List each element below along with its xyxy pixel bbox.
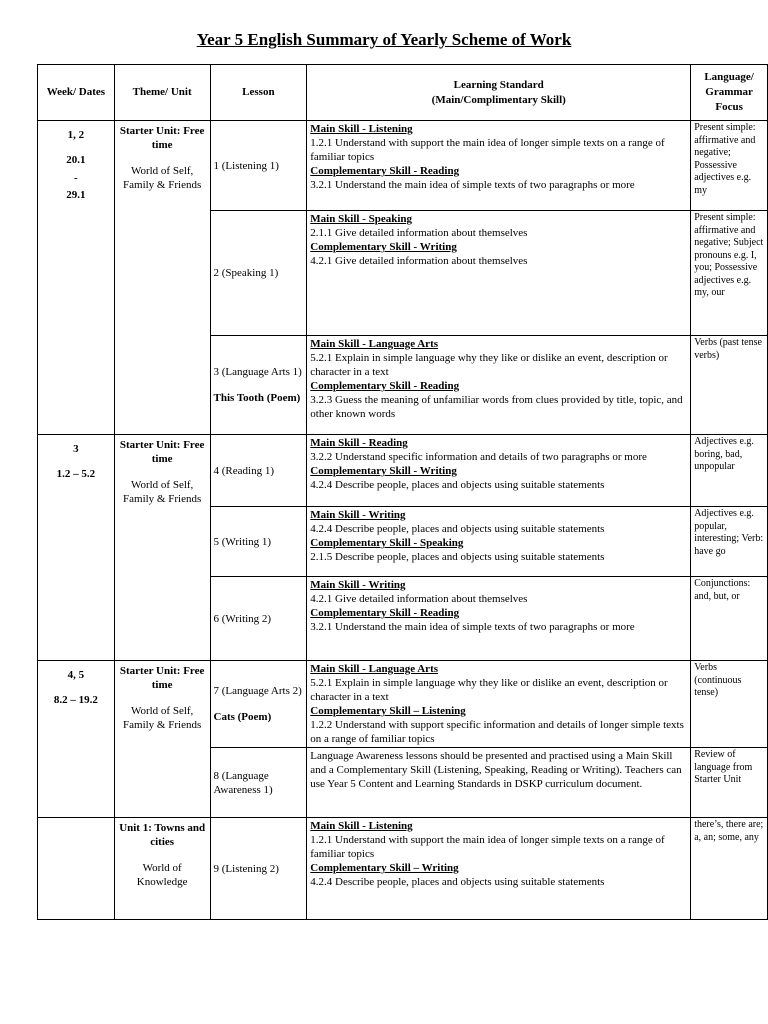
complementary-skill-text: 3.2.3 Guess the meaning of unfamiliar words from clues provided by title, topic, and other known words bbox=[310, 394, 683, 420]
main-skill-label: Main Skill - Reading bbox=[310, 437, 408, 449]
language-focus-cell: Review of language from Starter Unit bbox=[691, 748, 768, 818]
main-skill-label: Main Skill - Listening bbox=[310, 820, 413, 832]
header-standard-line2: (Main/Complimentary Skill) bbox=[431, 93, 566, 106]
language-focus-cell: there’s, there are; a, an; some, any bbox=[691, 818, 768, 920]
lesson-label: 9 (Listening 2) bbox=[213, 862, 279, 875]
week-cell bbox=[38, 435, 115, 661]
week-number: 4, 5 bbox=[67, 669, 85, 681]
standard-cell bbox=[307, 818, 691, 920]
language-focus-cell: Adjectives e.g. boring, bad, unpopular bbox=[691, 435, 768, 507]
complementary-skill-label: Complementary Skill - Writing bbox=[310, 465, 457, 477]
lesson-cell bbox=[210, 661, 307, 748]
lesson-cell bbox=[210, 435, 307, 507]
theme-name: World of Self, Family & Friends bbox=[123, 165, 202, 191]
table-row bbox=[38, 818, 768, 920]
complementary-skill-text: 4.2.4 Describe people, places and objects using suitable statements bbox=[310, 479, 605, 491]
theme-name: World of Knowledge bbox=[136, 862, 188, 888]
unit-name: Unit 1: Towns and cities bbox=[119, 822, 206, 848]
theme-name: World of Self, Family & Friends bbox=[123, 479, 202, 505]
header-standard-line1: Learning Standard bbox=[453, 78, 544, 91]
lesson-label: 8 (Language Awareness 1) bbox=[213, 769, 273, 796]
dates-start: 20.1 bbox=[66, 154, 86, 166]
lesson-cell bbox=[210, 818, 307, 920]
dates-separator: - bbox=[74, 172, 78, 184]
language-awareness-text: Language Awareness lessons should be presented and practised using a Main Skill and a Complementary Skill (Listening, Speaking, Reading or Writing). Teachers can use Year 5 Content and Learning Standards in DSKP curriculum document. bbox=[310, 750, 682, 790]
main-skill-label: Main Skill - Speaking bbox=[310, 213, 413, 225]
header-language: Language/ Grammar Focus bbox=[691, 65, 768, 121]
lesson-label: 5 (Writing 1) bbox=[213, 535, 272, 548]
language-focus-cell: Conjunctions: and, but, or bbox=[691, 577, 768, 661]
complementary-skill-text: 1.2.2 Understand with support specific information and details of longer simple texts on a range of familiar topics bbox=[310, 719, 684, 745]
language-focus-cell: Present simple: affirmative and negative; Subject pronouns e.g. I, you; Possessive adjectives e.g. my, our bbox=[691, 211, 768, 336]
table-row bbox=[38, 435, 768, 507]
lesson-label: 3 (Language Arts 1) bbox=[213, 366, 302, 378]
main-skill-text: 5.2.1 Explain in simple language why they like or dislike an event, description or character in a text bbox=[310, 352, 668, 378]
main-skill-text: 5.2.1 Explain in simple language why they like or dislike an event, description or character in a text bbox=[310, 677, 668, 703]
complementary-skill-label: Complementary Skill – Writing bbox=[310, 862, 459, 874]
main-skill-label: Main Skill - Writing bbox=[310, 579, 406, 591]
week-number: 1, 2 bbox=[67, 129, 85, 141]
lesson-cell bbox=[210, 336, 307, 435]
dates-end: 29.1 bbox=[66, 189, 86, 201]
theme-name: World of Self, Family & Friends bbox=[123, 705, 202, 731]
table-row bbox=[38, 661, 768, 748]
poem-title: This Tooth (Poem) bbox=[213, 392, 301, 404]
complementary-skill-label: Complementary Skill - Reading bbox=[310, 607, 460, 619]
complementary-skill-label: Complementary Skill - Speaking bbox=[310, 537, 464, 549]
main-skill-label: Main Skill - Listening bbox=[310, 123, 413, 135]
week-cell bbox=[38, 661, 115, 818]
standard-cell bbox=[307, 577, 691, 661]
lesson-label: 2 (Speaking 1) bbox=[213, 267, 279, 279]
header-week: Week/ Dates bbox=[38, 65, 115, 121]
standard-cell bbox=[307, 336, 691, 435]
complementary-skill-label: Complementary Skill - Reading bbox=[310, 380, 460, 392]
main-skill-text: 1.2.1 Understand with support the main idea of longer simple texts on a range of familiar topics bbox=[310, 137, 665, 163]
header-lesson: Lesson bbox=[210, 65, 307, 121]
standard-cell bbox=[307, 748, 691, 818]
document-title: Year 5 English Summary of Yearly Scheme of Work bbox=[196, 30, 572, 49]
lesson-label: 4 (Reading 1) bbox=[213, 464, 274, 477]
lesson-label: 7 (Language Arts 2) bbox=[213, 685, 302, 697]
lesson-cell bbox=[210, 121, 307, 211]
language-focus-cell: Adjectives e.g. popular, interesting; Verb: have go bbox=[691, 507, 768, 577]
week-cell bbox=[38, 818, 115, 920]
main-skill-text: 1.2.1 Understand with support the main idea of longer simple texts on a range of familiar topics bbox=[310, 834, 665, 860]
lesson-cell bbox=[210, 507, 307, 577]
dates: 1.2 – 5.2 bbox=[56, 468, 96, 480]
standard-cell bbox=[307, 121, 691, 211]
language-focus-cell: Verbs (past tense verbs) bbox=[691, 336, 768, 435]
week-cell bbox=[38, 121, 115, 435]
complementary-skill-label: Complementary Skill – Listening bbox=[310, 705, 466, 717]
lesson-cell bbox=[210, 211, 307, 336]
main-skill-text: 3.2.2 Understand specific information and details of two paragraphs or more bbox=[310, 451, 647, 463]
theme-cell bbox=[114, 435, 210, 661]
language-focus-cell: Present simple: affirmative and negative; Possessive adjectives e.g. my bbox=[691, 121, 768, 211]
complementary-skill-label: Complementary Skill - Writing bbox=[310, 241, 457, 253]
main-skill-text: 4.2.4 Describe people, places and objects using suitable statements bbox=[310, 523, 605, 535]
standard-cell bbox=[307, 507, 691, 577]
week-number: 3 bbox=[73, 443, 79, 455]
lesson-label: 6 (Writing 2) bbox=[213, 612, 272, 625]
theme-cell bbox=[114, 661, 210, 818]
lesson-label: 1 (Listening 1) bbox=[213, 159, 279, 172]
lesson-cell bbox=[210, 748, 307, 818]
main-skill-text: 2.1.1 Give detailed information about themselves bbox=[310, 227, 528, 239]
complementary-skill-text: 3.2.1 Understand the main idea of simple texts of two paragraphs or more bbox=[310, 179, 635, 191]
main-skill-text: 4.2.1 Give detailed information about themselves bbox=[310, 593, 528, 605]
scheme-table bbox=[37, 64, 768, 920]
standard-cell bbox=[307, 661, 691, 748]
table-row bbox=[38, 121, 768, 211]
theme-cell bbox=[114, 818, 210, 920]
standard-cell bbox=[307, 211, 691, 336]
dates: 8.2 – 19.2 bbox=[53, 694, 98, 706]
main-skill-label: Main Skill - Language Arts bbox=[310, 663, 439, 675]
complementary-skill-text: 3.2.1 Understand the main idea of simple texts of two paragraphs or more bbox=[310, 621, 635, 633]
complementary-skill-text: 2.1.5 Describe people, places and objects using suitable statements bbox=[310, 551, 605, 563]
complementary-skill-text: 4.2.4 Describe people, places and objects using suitable statements bbox=[310, 876, 605, 888]
header-row bbox=[38, 65, 768, 121]
main-skill-label: Main Skill - Writing bbox=[310, 509, 406, 521]
unit-name: Starter Unit: Free time bbox=[119, 665, 205, 691]
language-focus-cell: Verbs (continuous tense) bbox=[691, 661, 768, 748]
header-theme: Theme/ Unit bbox=[114, 65, 210, 121]
standard-cell bbox=[307, 435, 691, 507]
main-skill-label: Main Skill - Language Arts bbox=[310, 338, 439, 350]
poem-title: Cats (Poem) bbox=[213, 711, 272, 723]
unit-name: Starter Unit: Free time bbox=[119, 439, 205, 465]
lesson-cell bbox=[210, 577, 307, 661]
complementary-skill-label: Complementary Skill - Reading bbox=[310, 165, 460, 177]
complementary-skill-text: 4.2.1 Give detailed information about themselves bbox=[310, 255, 528, 267]
unit-name: Starter Unit: Free time bbox=[119, 125, 205, 151]
header-standard bbox=[307, 65, 691, 121]
theme-cell bbox=[114, 121, 210, 435]
